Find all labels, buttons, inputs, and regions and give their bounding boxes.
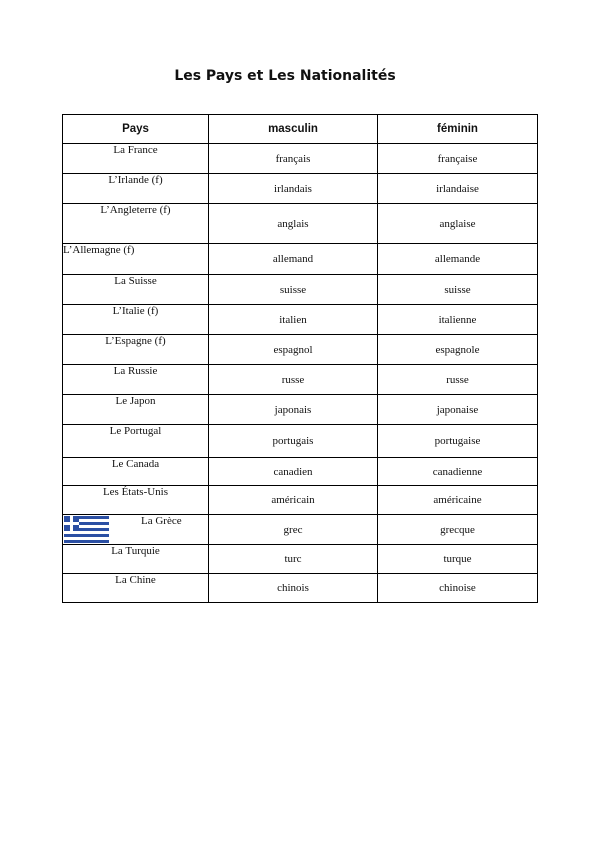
page-title: Les Pays et Les Nationalités	[174, 68, 396, 84]
table-row	[63, 174, 538, 204]
pays-cell: La Russie	[63, 365, 209, 395]
table-row	[63, 305, 538, 335]
nationalities-table	[62, 114, 538, 603]
pays-cell: L’Irlande (f)	[63, 174, 209, 204]
pays-cell-with-flag	[63, 515, 209, 545]
feminin-cell: anglaise	[378, 204, 538, 244]
masculin-cell: suisse	[209, 275, 378, 305]
feminin-cell: japonaise	[378, 395, 538, 425]
feminin-cell: canadienne	[378, 458, 538, 486]
table-row	[63, 204, 538, 244]
feminin-cell: chinoise	[378, 574, 538, 603]
feminin-cell: espagnole	[378, 335, 538, 365]
feminin-cell: italienne	[378, 305, 538, 335]
feminin-cell: française	[378, 144, 538, 174]
table-row	[63, 244, 538, 275]
feminin-cell: russe	[378, 365, 538, 395]
masculin-cell: italien	[209, 305, 378, 335]
pays-cell: Le Japon	[63, 395, 209, 425]
table-header-row	[63, 115, 538, 144]
column-header-feminin: féminin	[378, 115, 538, 144]
masculin-cell: espagnol	[209, 335, 378, 365]
pays-cell: L’Italie (f)	[63, 305, 209, 335]
feminin-cell: irlandaise	[378, 174, 538, 204]
masculin-cell: portugais	[209, 425, 378, 458]
pays-cell: La Suisse	[63, 275, 209, 305]
masculin-cell: irlandais	[209, 174, 378, 204]
masculin-cell: anglais	[209, 204, 378, 244]
pays-cell: Les États-Unis	[63, 486, 209, 515]
table-row	[63, 335, 538, 365]
feminin-cell: grecque	[378, 515, 538, 545]
masculin-cell: russe	[209, 365, 378, 395]
table-row	[63, 365, 538, 395]
pays-cell: La France	[63, 144, 209, 174]
table-row	[63, 574, 538, 603]
pays-cell: Le Portugal	[63, 425, 209, 458]
table-row	[63, 486, 538, 515]
pays-cell: L’Espagne (f)	[63, 335, 209, 365]
table-row	[63, 425, 538, 458]
column-header-pays: Pays	[63, 115, 209, 144]
feminin-cell: portugaise	[378, 425, 538, 458]
column-header-masculin: masculin	[209, 115, 378, 144]
table-row	[63, 515, 538, 545]
table-row	[63, 545, 538, 574]
pays-cell: L’Angleterre (f)	[63, 204, 209, 244]
greek-flag-icon	[64, 516, 109, 543]
table-row	[63, 144, 538, 174]
feminin-cell: suisse	[378, 275, 538, 305]
masculin-cell: allemand	[209, 244, 378, 275]
pays-cell: L’Allemagne (f)	[63, 244, 209, 275]
pays-cell: La Chine	[63, 574, 209, 603]
pays-cell: Le Canada	[63, 458, 209, 486]
pays-cell: La Turquie	[63, 545, 209, 574]
table-row	[63, 275, 538, 305]
masculin-cell: turc	[209, 545, 378, 574]
pays-label: La Grèce	[141, 515, 182, 527]
table-row	[63, 458, 538, 486]
masculin-cell: canadien	[209, 458, 378, 486]
feminin-cell: allemande	[378, 244, 538, 275]
feminin-cell: turque	[378, 545, 538, 574]
masculin-cell: japonais	[209, 395, 378, 425]
masculin-cell: chinois	[209, 574, 378, 603]
table-row	[63, 395, 538, 425]
masculin-cell: américain	[209, 486, 378, 515]
masculin-cell: français	[209, 144, 378, 174]
feminin-cell: américaine	[378, 486, 538, 515]
masculin-cell: grec	[209, 515, 378, 545]
